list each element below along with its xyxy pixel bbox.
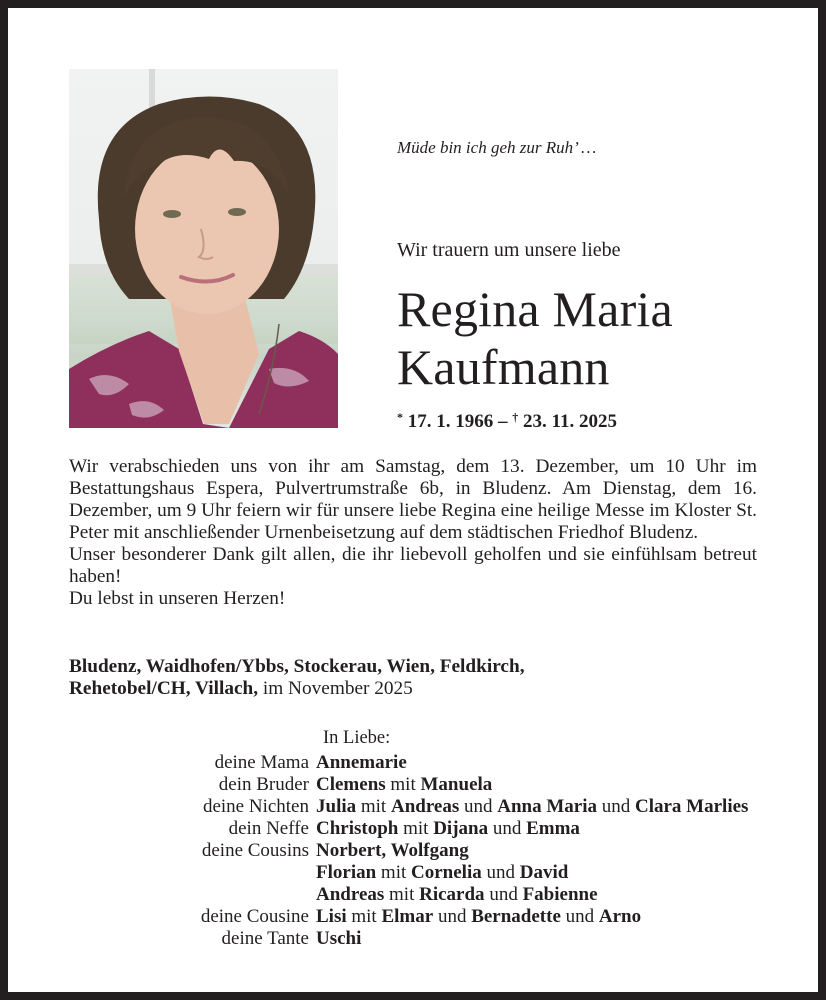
birth-star-icon: * (397, 410, 403, 424)
closing-line: Du lebst in unseren Herzen! (69, 588, 286, 609)
connector-word: und (484, 884, 523, 905)
person-name: Ricarda (419, 884, 485, 905)
person-name: Uschi (316, 928, 362, 949)
mourner-row (8, 862, 818, 884)
connector-word: mit (346, 906, 382, 927)
mourner-names (316, 818, 766, 840)
places-line-1: Bludenz, Waidhofen/Ybbs, Stockerau, Wien, Feldkirch, (69, 656, 525, 677)
mourner-names (316, 774, 766, 796)
birth-date: 17. 1. 1966 (407, 411, 494, 432)
connector-word: und (597, 796, 635, 817)
obituary-card (8, 8, 818, 992)
person-name: David (519, 862, 569, 883)
person-name: Norbert, Wolfgang (316, 840, 469, 861)
person-name: Manuela (420, 774, 493, 795)
intro-line: Wir trauern um unsere liebe (397, 239, 621, 261)
funeral-details (69, 456, 757, 610)
relation-label: dein Neffe (228, 818, 309, 839)
mourner-names (316, 928, 766, 950)
connector-word: und (433, 906, 472, 927)
death-date: 23. 11. 2025 (523, 411, 617, 432)
portrait-illustration (69, 69, 338, 428)
date-separator: – (493, 411, 513, 432)
mourner-row (8, 928, 818, 950)
person-name: Bernadette (471, 906, 561, 927)
ceremony-paragraph: Wir verabschieden uns von ihr am Samstag, dem 13. Dezember, um 10 Uhr im Bestattungshaus Espera, Pulvertrumstraße 6b, in Bludenz. Am Dienstag, dem 16. Dezember, um 9 Uhr feiern wir für unsere liebe Regina eine heilige Messe im Kloster St. Peter mit anschließender Urnenbeisetzung auf dem städtischen Friedhof Bludenz. (69, 456, 757, 543)
connector-word: und (481, 862, 520, 883)
mourner-names (316, 884, 766, 906)
person-name: Clemens (316, 774, 386, 795)
connector-word: und (459, 796, 498, 817)
person-name: Elmar (381, 906, 434, 927)
thanks-paragraph: Unser besonderer Dank gilt allen, die ihr liebevoll geholfen und sie einfühlsam betreut haben! (69, 544, 757, 587)
person-name: Emma (526, 818, 580, 839)
person-name: Cornelia (411, 862, 482, 883)
person-name: Fabienne (522, 884, 598, 905)
person-name: Arno (598, 906, 642, 927)
relation-label: deine Mama (214, 752, 309, 773)
death-cross-icon: † (512, 410, 519, 424)
deceased-name (397, 280, 673, 396)
mourner-row (8, 796, 818, 818)
person-name: Lisi (316, 906, 347, 927)
mourner-row (8, 752, 818, 774)
person-name: Clara Marlies (635, 796, 749, 817)
month-year: im November 2025 (258, 678, 413, 699)
connector-word: und (488, 818, 527, 839)
person-name: Andreas (390, 796, 460, 817)
mourner-names (316, 906, 766, 928)
connector-word: und (560, 906, 599, 927)
relation-label: dein Bruder (218, 774, 309, 795)
in-love-heading: In Liebe: (323, 728, 391, 748)
connector-word: mit (385, 774, 421, 795)
relation-label: deine Cousins (201, 840, 309, 861)
mourner-names (316, 796, 766, 818)
person-name: Florian (316, 862, 377, 883)
places-line-2: Rehetobel/CH, Villach, (69, 678, 259, 699)
life-dates (397, 410, 617, 433)
relation-label: deine Cousine (200, 906, 309, 927)
connector-word: mit (376, 862, 412, 883)
person-name: Dijana (433, 818, 489, 839)
connector-word: mit (398, 818, 434, 839)
mourner-row (8, 818, 818, 840)
mourner-row (8, 884, 818, 906)
person-name: Andreas (316, 884, 385, 905)
mourner-row (8, 774, 818, 796)
person-name: Julia (316, 796, 357, 817)
person-name: Annemarie (316, 752, 407, 773)
name-line-1: Regina Maria (397, 281, 673, 337)
person-name: Christoph (316, 818, 399, 839)
places-and-date (69, 656, 525, 700)
mourner-row (8, 840, 818, 862)
relation-label: deine Tante (221, 928, 309, 949)
mourner-names (316, 752, 766, 774)
mourner-names (316, 840, 766, 862)
connector-word: mit (356, 796, 391, 817)
relation-label: deine Nichten (202, 796, 309, 817)
mourner-names (316, 862, 766, 884)
person-name: Anna Maria (497, 796, 597, 817)
mourners-list (8, 752, 818, 950)
name-line-2: Kaufmann (397, 339, 610, 395)
portrait-photo (69, 69, 338, 428)
motto-quote: Müde bin ich geh zur Ruh’ … (397, 138, 597, 157)
relation-label (8, 884, 316, 906)
connector-word: mit (384, 884, 420, 905)
relation-label (8, 862, 316, 884)
mourner-row (8, 906, 818, 928)
